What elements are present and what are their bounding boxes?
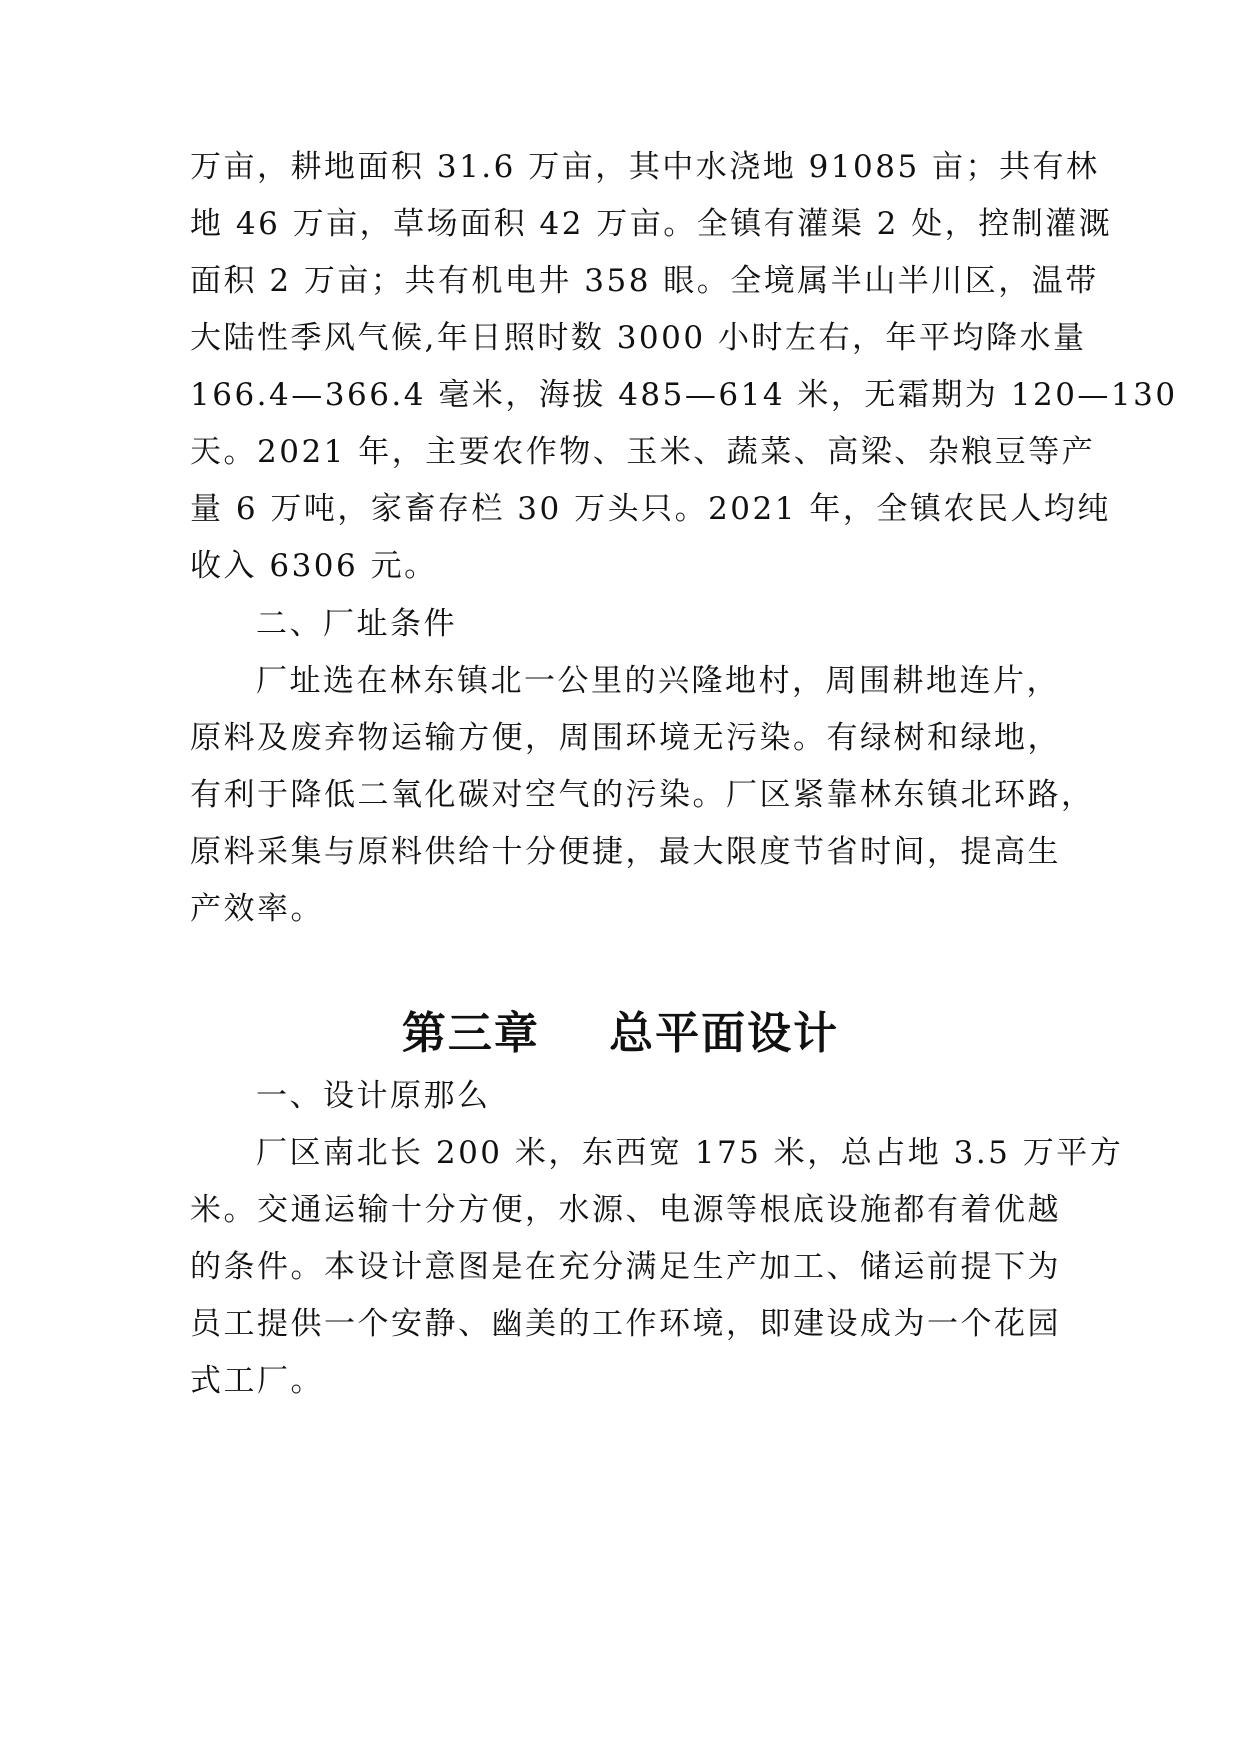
- section-heading: 二、厂址条件: [256, 606, 457, 642]
- paragraph-line: 万亩，耕地面积 31.6 万亩，其中水浇地 91085 亩；共有林: [190, 149, 1100, 185]
- paragraph-line: 厂址选在林东镇北一公里的兴隆地村，周围耕地连片，: [256, 663, 1060, 699]
- section-heading: 一、设计原那么: [256, 1078, 491, 1114]
- paragraph-line: 地 46 万亩，草场面积 42 万亩。全镇有灌渠 2 处，控制灌溉: [190, 206, 1113, 242]
- paragraph-line: 原料采集与原料供给十分便捷，最大限度节省时间，提高生: [190, 834, 1061, 870]
- paragraph-line: 天。2021 年，主要农作物、玉米、蔬菜、高梁、杂粮豆等产: [190, 434, 1096, 470]
- paragraph-line: 面积 2 万亩；共有机电井 358 眼。全境属半山半川区，温带: [190, 263, 1099, 299]
- chapter-title: 第三章 总平面设计: [401, 1008, 840, 1059]
- paragraph-line: 厂区南北长 200 米，东西宽 175 米，总占地 3.5 万平方: [256, 1135, 1124, 1171]
- paragraph-line: 大陆性季风气候,年日照时数 3000 小时左右，年平均降水量: [190, 320, 1087, 356]
- paragraph-line: 收入 6306 元。: [190, 548, 438, 584]
- paragraph-line: 原料及废弃物运输方便，周围环境无污染。有绿树和绿地，: [190, 720, 1061, 756]
- paragraph-line: 产效率。: [190, 891, 324, 927]
- paragraph-line: 式工厂。: [190, 1363, 324, 1399]
- paragraph-line: 米。交通运输十分方便，水源、电源等根底设施都有着优越: [190, 1192, 1061, 1228]
- paragraph-line: 量 6 万吨，家畜存栏 30 万头只。2021 年，全镇农民人均纯: [190, 491, 1111, 527]
- paragraph-line: 的条件。本设计意图是在充分满足生产加工、储运前提下为: [190, 1249, 1061, 1285]
- paragraph-line: 166.4—366.4 毫米，海拔 485—614 米，无霜期为 120—130: [190, 377, 1178, 413]
- paragraph-line: 员工提供一个安静、幽美的工作环境，即建设成为一个花园: [190, 1306, 1061, 1342]
- paragraph-line: 有利于降低二氧化碳对空气的污染。厂区紧靠林东镇北环路，: [190, 777, 1095, 813]
